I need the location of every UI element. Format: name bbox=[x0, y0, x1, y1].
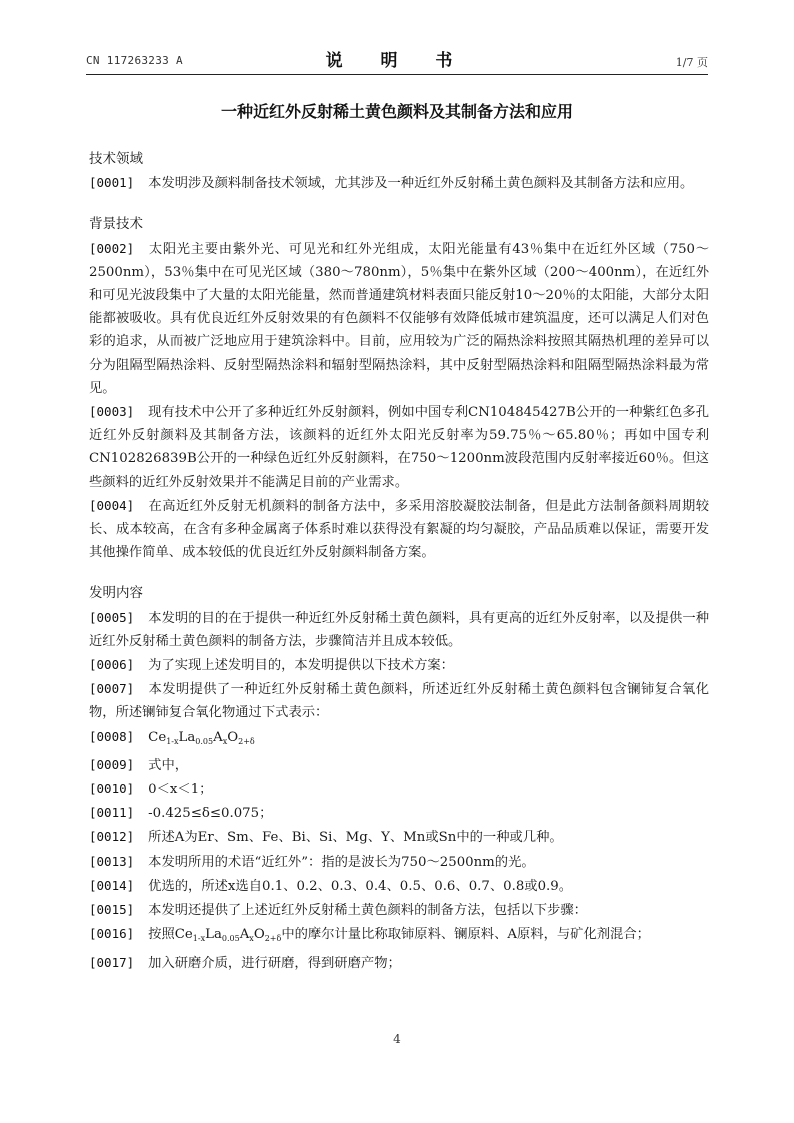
paragraph-number: [0007] bbox=[89, 681, 135, 697]
header-rule bbox=[86, 74, 708, 75]
paragraph bbox=[89, 606, 709, 653]
paragraph-number: [0011] bbox=[89, 805, 135, 821]
paragraph-text: 加入研磨介质，进行研磨，得到研磨产物； bbox=[148, 955, 401, 971]
paragraph-number: [0002] bbox=[89, 240, 135, 256]
page-number: 4 bbox=[393, 1032, 401, 1046]
paragraph-text: 按照 bbox=[148, 927, 175, 943]
publication-number: CN 117263233 A bbox=[86, 54, 183, 67]
paragraph bbox=[89, 898, 709, 922]
page-header bbox=[86, 44, 708, 74]
paragraph bbox=[89, 171, 709, 195]
paragraph bbox=[89, 494, 709, 565]
chemical-formula: $Ce_{1-x}La_{0.05}A_xO_{2+\delta}$ bbox=[174, 927, 282, 944]
page-count: 1/7 页 bbox=[675, 56, 708, 69]
paragraph-number: [0014] bbox=[89, 877, 135, 893]
paragraph-number: [0001] bbox=[89, 175, 135, 191]
document-type: 说 明 书 bbox=[325, 51, 469, 71]
chemical-formula: $Ce_{1-x}La_{0.05}A_xO_{2+\delta}$ bbox=[148, 729, 255, 746]
paragraph-number: [0009] bbox=[89, 756, 135, 772]
paragraph-number: [0010] bbox=[89, 781, 135, 797]
paragraph-number: [0003] bbox=[89, 404, 135, 420]
paragraph-text: 所述A为Er、Sm、Fe、Bi、Si、Mg、Y、Mn或Sn中的一种或几种。 bbox=[148, 830, 563, 846]
paragraph-text: 本发明提供了一种近红外反射稀土黄色颜料，所述近红外反射稀土黄色颜料包含镧铈复合氧化物，所述镧铈复合氧化物通过下式表示： bbox=[89, 682, 709, 721]
paragraph-number: [0015] bbox=[89, 902, 135, 918]
paragraph-number: [0017] bbox=[89, 954, 135, 970]
paragraph-text: 优选的，所述x选自0.1、0.2、0.3、0.4、0.5、0.6、0.7、0.8或0.9。 bbox=[148, 878, 573, 894]
section-heading: 技术领域 bbox=[89, 151, 143, 167]
section-heading: 背景技术 bbox=[89, 216, 143, 233]
paragraph-text: 太阳光主要由紫外光、可见光和红外光组成，太阳光能量有43％集中在近红外区域（750～2500nm），53％集中在可见光区域（380～780nm），5％集中在紫外区域（200～400nm），在近红外和可见光波段集中了大量的太阳光能量，然而普通建筑材料表面只能反射10～20％的太阳能，大部分太阳能都被吸收。具有优良近红外反射效果的有色颜料不仅能够有效降低城市建筑温度，还可以满足人们对色彩的追求，从而被广泛地应用于建筑涂料中。目前，应用较为广泛的隔热涂料按照其隔热机理的差异可以分为阻隔型隔热涂料、反射型隔热涂料和辐射型隔热涂料，其中反射型隔热涂料和阻隔型隔热涂料最为常见。 bbox=[89, 241, 709, 396]
paragraph-text: 现有技术中公开了多种近红外反射颜料，例如中国专利CN104845427B公开的一种紫红色多孔近红外反射颜料及其制备方法，该颜料的近红外太阳光反射率为59.75％～65.80％；再如中国专利CN102826839B公开的一种绿色近红外反射颜料，在750～1200nm波段范围内反射率接近60％。但这些颜料的近红外反射效果并不能满足目前的产业需求。 bbox=[89, 405, 709, 490]
paragraph-text: 本发明还提供了上述近红外反射稀土黄色颜料的制备方法，包括以下步骤： bbox=[148, 903, 587, 919]
paragraph-number: [0013] bbox=[89, 853, 135, 869]
paragraph-number: [0005] bbox=[89, 609, 135, 625]
paragraph-text: -0.425≤δ≤0.075； bbox=[148, 806, 273, 822]
paragraph-text: 式中， bbox=[148, 757, 189, 773]
paragraph bbox=[89, 874, 709, 898]
paragraph bbox=[89, 801, 709, 825]
paragraph-number: [0008] bbox=[89, 728, 135, 744]
paragraph bbox=[89, 777, 709, 801]
paragraph bbox=[89, 400, 709, 494]
paragraph bbox=[89, 725, 709, 753]
paragraph-text: 本发明涉及颜料制备技术领域，尤其涉及一种近红外反射稀土黄色颜料及其制备方法和应用。 bbox=[148, 176, 694, 192]
paragraph-text: 本发明的目的在于提供一种近红外反射稀土黄色颜料，具有更高的近红外反射率，以及提供一种近红外反射稀土黄色颜料的制备方法，步骤简洁并且成本较低。 bbox=[89, 610, 709, 649]
paragraph-number: [0016] bbox=[89, 926, 135, 942]
paragraph-text: 中的摩尔计量比称取铈原料、镧原料、A原料，与矿化剂混合； bbox=[281, 927, 650, 943]
paragraph-text: 为了实现上述发明目的，本发明提供以下技术方案： bbox=[148, 658, 454, 674]
document-body bbox=[89, 148, 709, 975]
paragraph bbox=[89, 922, 709, 950]
paragraph-text: 0＜x＜1； bbox=[148, 782, 213, 798]
paragraph bbox=[89, 677, 709, 724]
paragraph bbox=[89, 237, 709, 400]
paragraph-number: [0004] bbox=[89, 497, 135, 513]
paragraph-number: [0006] bbox=[89, 657, 135, 673]
paragraph bbox=[89, 753, 709, 777]
document-title: 一种近红外反射稀土黄色颜料及其制备方法和应用 bbox=[220, 102, 573, 121]
paragraph bbox=[89, 850, 709, 874]
paragraph-text: 本发明所用的术语“近红外”：指的是波长为750～2500nm的光。 bbox=[148, 854, 535, 870]
paragraph-number: [0012] bbox=[89, 829, 135, 845]
paragraph-text: 在高近红外反射无机颜料的制备方法中，多采用溶胶凝胶法制备，但是此方法制备颜料周期较长、成本较高，在含有多种金属离子体系时难以获得没有絮凝的均匀凝胶，产品品质难以保证，需要开发其他操作简单、成本较低的优良近红外反射颜料制备方案。 bbox=[89, 498, 709, 561]
paragraph bbox=[89, 951, 709, 975]
section-heading: 发明内容 bbox=[89, 585, 143, 602]
paragraph bbox=[89, 653, 709, 677]
paragraph bbox=[89, 825, 709, 849]
